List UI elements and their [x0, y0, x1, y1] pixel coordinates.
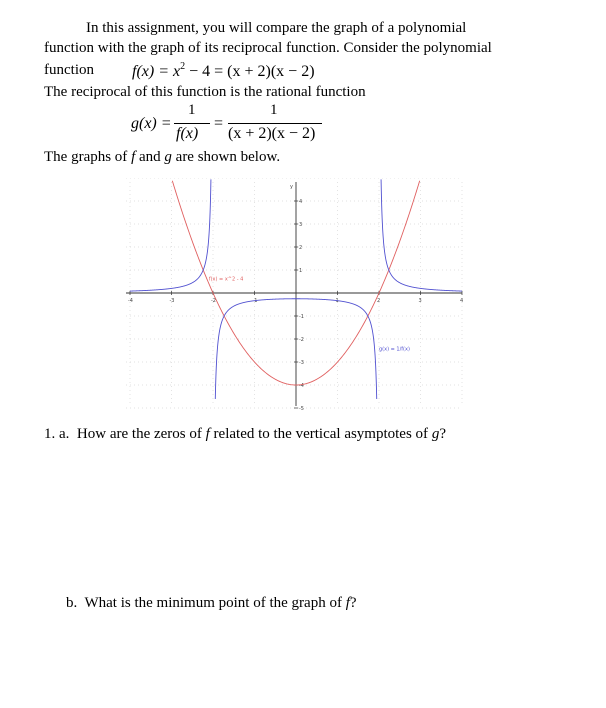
- series-g-label: g(x) = 1/f(x): [379, 346, 410, 353]
- question-1b: [66, 595, 357, 612]
- intro-line-2: function with the graph of its reciprocal function. Consider the polynomial: [44, 40, 492, 56]
- y-tick-label: -1: [299, 314, 304, 320]
- x-tick-label: 4: [460, 298, 464, 304]
- series-g-left-branch: [130, 179, 211, 291]
- question-1a: [44, 426, 446, 443]
- f-definition-lhs: f(x) = x: [132, 63, 181, 80]
- intro-line-5-post: are shown below.: [171, 149, 281, 165]
- x-tick-label: -2: [211, 298, 216, 304]
- x-tick-label: 2: [377, 298, 381, 304]
- intro-line-5-mid: and: [135, 149, 165, 165]
- y-tick-label: 4: [299, 199, 303, 205]
- series-f-label: f(x) = x^2 - 4: [208, 276, 244, 283]
- question-1a-number: 1. a.: [44, 426, 70, 442]
- question-1a-f: f: [205, 426, 210, 442]
- fraction-2-denominator: (x + 2)(x − 2): [228, 125, 316, 142]
- y-axis-label: y: [290, 184, 293, 190]
- fraction-1: [174, 102, 210, 142]
- question-1a-post: ?: [439, 426, 446, 442]
- g-definition-equals: =: [214, 115, 224, 132]
- question-1b-f: f: [345, 595, 350, 611]
- fraction-2-bar: [228, 123, 322, 124]
- intro-line-5-f: f: [131, 149, 136, 165]
- question-1a-g: g: [431, 426, 440, 442]
- question-1a-mid: related to the vertical asymptotes of: [209, 426, 432, 442]
- intro-line-1: In this assignment, you will compare the graph of a polynomial: [86, 20, 467, 36]
- intro-line-5: [44, 149, 280, 166]
- series-g-right-branch: [381, 179, 462, 291]
- y-tick-label: 3: [299, 222, 303, 228]
- fraction-1-denominator: f(x): [176, 125, 199, 142]
- axes: [126, 182, 462, 408]
- intro-line-3-label: function: [44, 62, 94, 78]
- y-tick-label: -4: [299, 383, 304, 389]
- x-tick-label: -4: [128, 298, 133, 304]
- intro-line-5-g: g: [164, 149, 172, 165]
- x-tick-label: -3: [169, 298, 175, 304]
- question-1b-pre: What is the minimum point of the graph of: [84, 595, 346, 611]
- y-tick-label: -2: [299, 337, 304, 343]
- y-tick-label: 1: [299, 268, 303, 274]
- function-graph: [120, 178, 468, 410]
- question-1a-pre: How are the zeros of: [76, 426, 206, 442]
- f-definition: [132, 61, 315, 81]
- fraction-2-numerator: 1: [270, 102, 278, 118]
- question-1b-post: ?: [349, 595, 357, 611]
- fraction-1-numerator: 1: [188, 102, 196, 118]
- y-tick-label: -5: [299, 406, 304, 410]
- y-tick-label: -3: [299, 360, 304, 366]
- f-definition-rhs: − 4 = (x + 2)(x − 2): [185, 63, 315, 80]
- y-tick-label: 2: [299, 245, 303, 251]
- intro-line-5-pre: The graphs of: [44, 149, 132, 165]
- x-tick-label: -1: [252, 298, 258, 304]
- fraction-1-bar: [174, 123, 210, 124]
- fraction-2: [228, 102, 322, 142]
- f-definition-exponent: 2: [180, 61, 186, 72]
- x-tick-label: 1: [335, 298, 339, 304]
- question-1b-number: b.: [66, 595, 78, 611]
- intro-line-4: The reciprocal of this function is the rational function: [44, 84, 366, 100]
- x-tick-label: 3: [418, 298, 422, 304]
- g-definition-lhs: g(x) =: [131, 115, 172, 132]
